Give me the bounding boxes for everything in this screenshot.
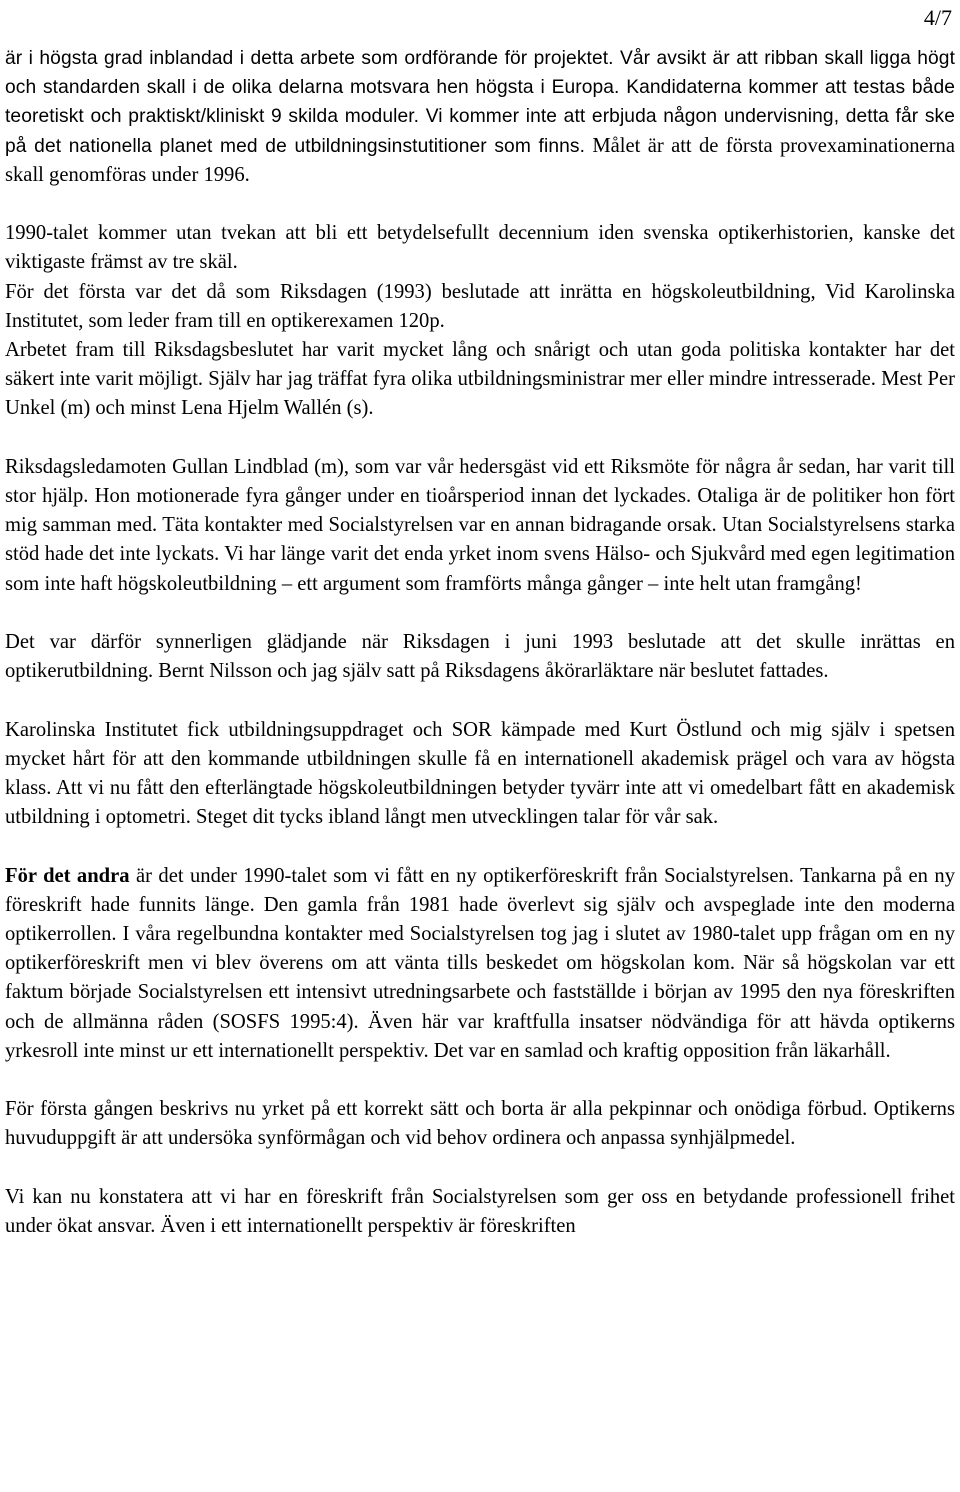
paragraph-text-sans: är i högsta grad inblandad i detta arbete som ordförande för projektet. Vår avsikt är att ribban skall ligga högt och standarden skall i de olika delarna motsvara hen högsta i Europa. Kandidaterna kommer att testas både teoretiskt och praktiskt/kliniskt 9 skilda moduler. Vi kommer inte att erbjuda någon undervisning, detta får ske på det nationella planet med de utbildningsinstutitioner som finns. bbox=[5, 48, 955, 157]
paragraph-bold-lead: För det andra bbox=[5, 864, 130, 887]
page-number: 4/7 bbox=[923, 5, 952, 30]
paragraph-first-reason: För det första var det då som Riksdagen (1993) beslutade att inrätta en högskoleutbildning, Vid Karolinska Institutet, som leder fram till en optikerexamen 120p. bbox=[5, 280, 955, 332]
paragraph-text: Målet är att de första provexaminationerna skall genomföras under 1996. bbox=[5, 134, 955, 186]
paragraph-1990s-intro: 1990-talet kommer utan tvekan att bli ett betydelsefullt decennium iden svenska optikerhistorien, kanske det viktigaste främst av tre skäl. bbox=[5, 222, 955, 274]
document-body bbox=[5, 44, 955, 1241]
paragraph-conclusion: Vi kan nu konstatera att vi har en föreskrift från Socialstyrelsen som ger oss en betydande professionell frihet under ökat ansvar. Även i ett internationellt perspektiv är föreskriften bbox=[5, 1185, 955, 1238]
paragraph-profession-described: För första gången beskrivs nu yrket på ett korrekt sätt och borta är alla pekpinnar och onödiga förbud. Optikerns huvuduppgift är att undersöka synförmågan och vid behov ordinera och anpassa synhjälpmedel. bbox=[5, 1098, 955, 1150]
paragraph-text: är det under 1990-talet som vi fått en ny optikerföreskrift från Socialstyrelsen. Tankarna på en ny föreskrift hade funnits länge. Den gamla från 1981 hade överlevt sig själv och avspeglade inte den moderna optikerrollen. I våra regelbundna kontakter med Socialstyrelsen tog jag i slutet av 1980-talet upp frågan om en ny optikerföreskrift men vi blev överens om att vänta tills beskedet om högskolan kom. När så högskolan var ett faktum började Socialstyrelsen ett intensivt utredningsarbete och fastställde i början av 1995 den nya föreskriften och de allmänna råden (SOSFS 1995:4). Även här var kraftfulla insatser nödvändiga för att hävda optikerns yrkesroll inte minst ur ett internationellt perspektiv. Det var en samlad och kraftig opposition från läkarhåll. bbox=[5, 864, 955, 1062]
paragraph-riksdag-decision: Det var därför synnerligen glädjande när Riksdagen i juni 1993 beslutade att det skulle inrättas en optikerutbildning. Bernt Nilsson och jag själv satt på Riksdagens åkörarläktare när beslutet fattades. bbox=[5, 631, 955, 683]
paragraph-riksdag-work: Arbetet fram till Riksdagsbeslutet har varit mycket lång och snårigt och utan goda politiska kontakter har det säkert inte varit möjligt. Själv har jag träffat fyra olika utbildningsministrar mer eller mindre intresserade. Mest Per Unkel (m) och minst Lena Hjelm Wallén (s). bbox=[5, 339, 955, 420]
paragraph-karolinska: Karolinska Institutet fick utbildningsuppdraget och SOR kämpade med Kurt Östlund och mig själv i spetsen mycket hårt för att den kommande utbildningen skulle få en internationell akademisk prägel och vara av högsta klass. Att vi nu fått den efterlängtade högskoleutbildningen betyder tyvärr inte att vi omedelbart fått en akademisk utbildning i optometri. Steget dit tycks ibland långt men utvecklingen talar för vår sak. bbox=[5, 718, 955, 829]
paragraph-lindblad: Riksdagsledamoten Gullan Lindblad (m), som var vår hedersgäst vid ett Riksmöte för några år sedan, har varit till stor hjälp. Hon motionerade fyra gånger under en tioårsperiod innan det lyckades. Otaliga är de politiker hon fört mig samman med. Täta kontakter med Socialstyrelsen var en annan bidragande orsak. Utan Socialstyrelsens starka stöd hade det inte lyckats. Vi har länge varit det enda yrket inom svens Hälso- och Sjukvård med egen legitimation som inte haft högskoleutbildning – ett argument som framförts många gånger – inte helt utan framgång! bbox=[5, 455, 955, 595]
paragraph-second-reason bbox=[5, 862, 955, 1066]
paragraph-project-intro bbox=[5, 44, 955, 190]
